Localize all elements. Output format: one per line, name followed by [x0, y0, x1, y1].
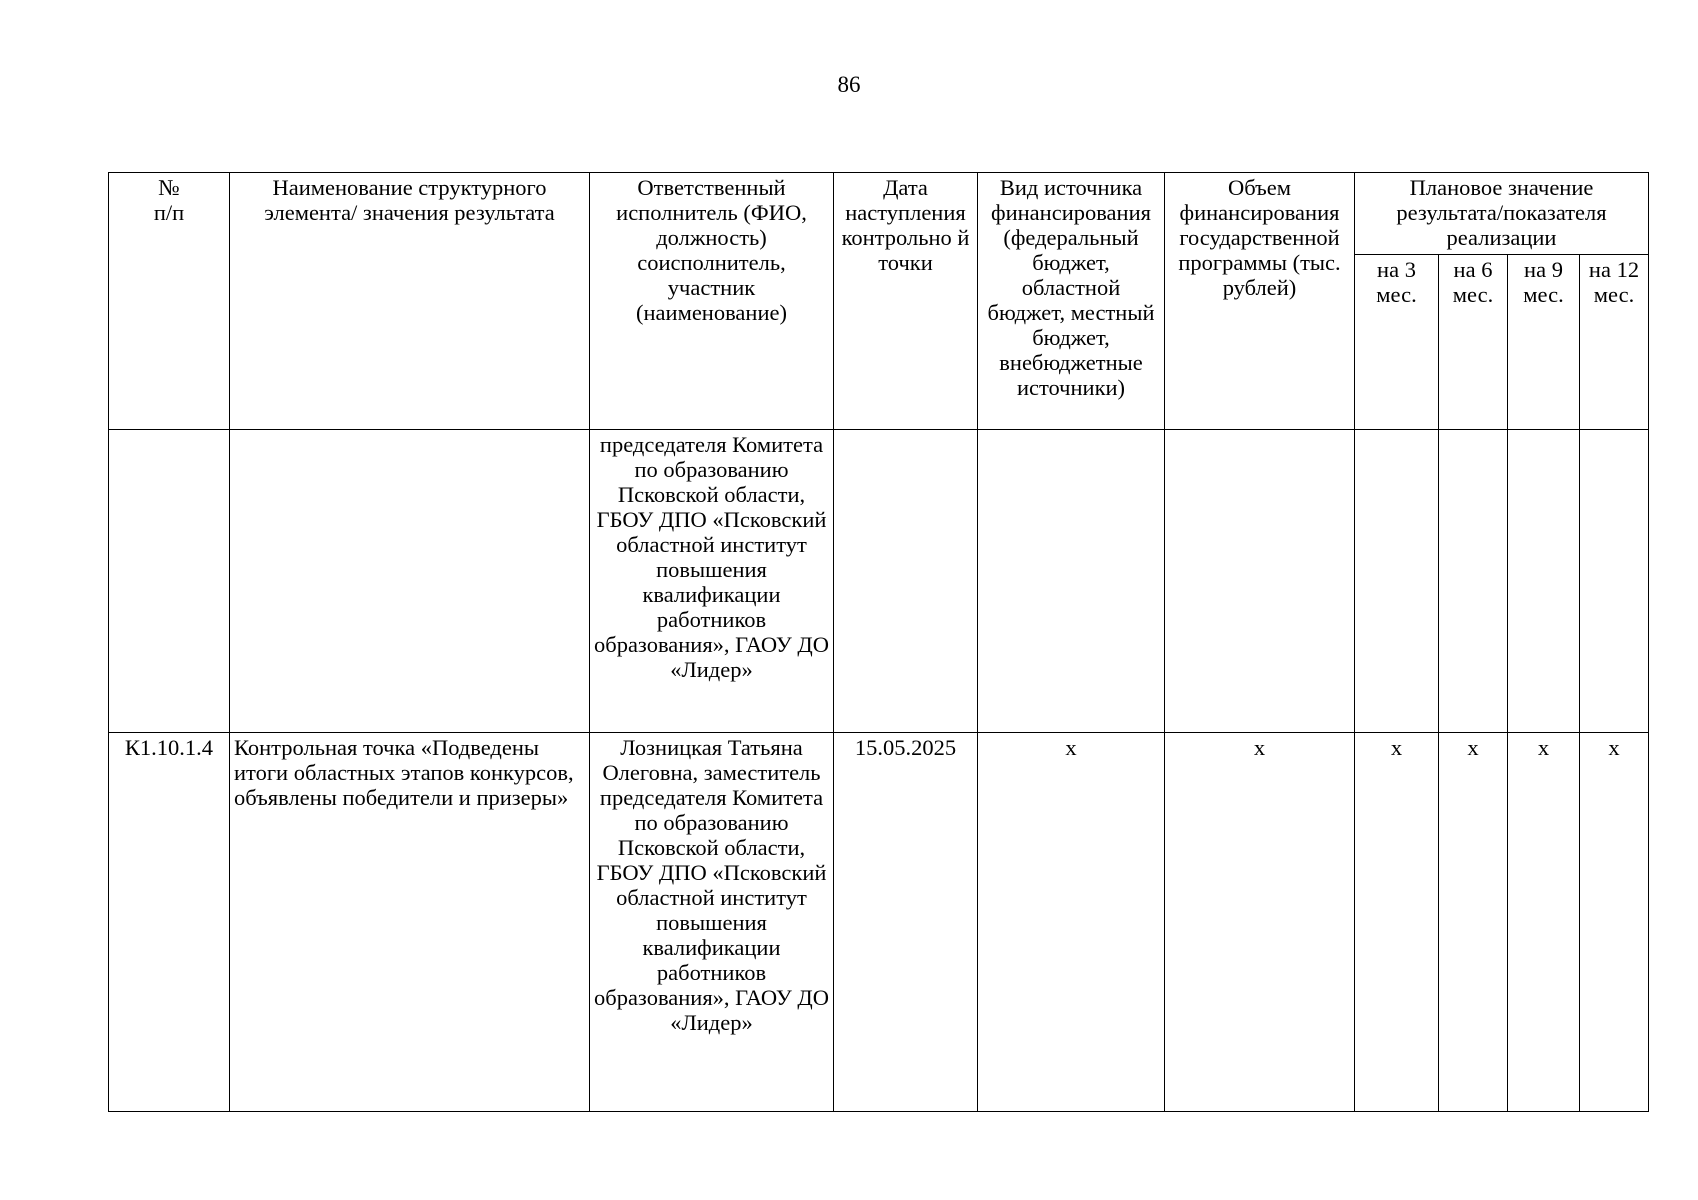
cell-volume — [1165, 430, 1355, 733]
cell-name: Контрольная точка «Подведены итоги областных этапов конкурсов, объявлены победители и призеры» — [230, 733, 590, 1112]
cell-m12 — [1580, 430, 1649, 733]
cell-m9 — [1508, 430, 1580, 733]
header-name: Наименование структурного элемента/ значения результата — [230, 173, 590, 430]
cell-num: К1.10.1.4 — [109, 733, 230, 1112]
plan-table — [108, 172, 1649, 1112]
header-volume: Объем финансирования государственной программы (тыс. рублей) — [1165, 173, 1355, 430]
table-row — [109, 733, 1649, 1112]
cell-num — [109, 430, 230, 733]
header-m9: на 9 мес. — [1508, 255, 1580, 430]
cell-m12: x — [1580, 733, 1649, 1112]
header-m6: на 6 мес. — [1439, 255, 1508, 430]
header-m3: на 3 мес. — [1355, 255, 1439, 430]
cell-responsible: председателя Комитета по образованию Псковской области, ГБОУ ДПО «Псковский областной институт повышения квалификации работников образования», ГАОУ ДО «Лидер» — [590, 430, 834, 733]
cell-responsible: Лозницкая Татьяна Олеговна, заместитель председателя Комитета по образованию Псковской области, ГБОУ ДПО «Псковский областной институт повышения квалификации работников образования», ГАОУ ДО «Лидер» — [590, 733, 834, 1112]
header-responsible: Ответственный исполнитель (ФИО, должность) соисполнитель, участник (наименование) — [590, 173, 834, 430]
cell-m9: x — [1508, 733, 1580, 1112]
table-row — [109, 430, 1649, 733]
cell-date — [834, 430, 978, 733]
cell-volume: x — [1165, 733, 1355, 1112]
cell-name — [230, 430, 590, 733]
header-num: № п/п — [109, 173, 230, 430]
cell-m3 — [1355, 430, 1439, 733]
cell-m6: x — [1439, 733, 1508, 1112]
header-source: Вид источника финансирования (федеральный бюджет, областной бюджет, местный бюджет, внебюджетные источники) — [978, 173, 1165, 430]
cell-m3: x — [1355, 733, 1439, 1112]
header-date: Дата наступления контрольно й точки — [834, 173, 978, 430]
header-row-1 — [109, 173, 1649, 255]
page-number: 86 — [837, 72, 861, 97]
cell-date: 15.05.2025 — [834, 733, 978, 1112]
header-planned: Плановое значение результата/показателя реализации — [1355, 173, 1649, 255]
cell-m6 — [1439, 430, 1508, 733]
cell-source: x — [978, 733, 1165, 1112]
header-m12: на 12 мес. — [1580, 255, 1649, 430]
cell-source — [978, 430, 1165, 733]
